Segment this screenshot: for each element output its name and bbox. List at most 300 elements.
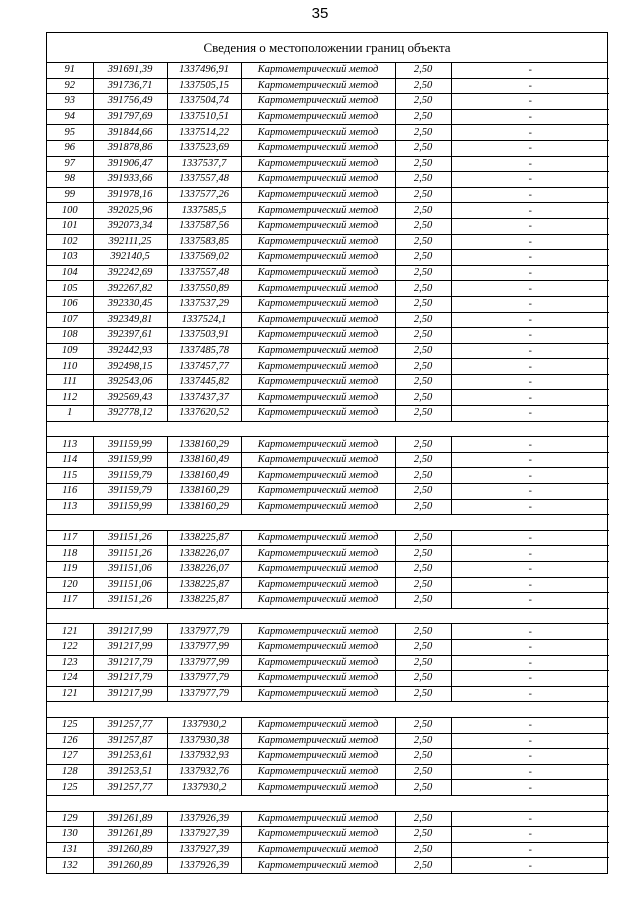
y-coordinate-cell: 1338226,07 xyxy=(167,546,241,562)
method-cell: Картометрический метод xyxy=(241,312,395,328)
separator-cell xyxy=(47,702,609,718)
x-coordinate-cell: 391691,39 xyxy=(93,63,167,78)
method-cell: Картометрический метод xyxy=(241,858,395,873)
method-cell: Картометрический метод xyxy=(241,234,395,250)
method-cell: Картометрический метод xyxy=(241,639,395,655)
method-cell: Картометрический метод xyxy=(241,250,395,266)
point-number-cell: 129 xyxy=(47,811,93,827)
description-cell: - xyxy=(451,733,609,749)
table-row xyxy=(47,530,609,546)
x-coordinate-cell: 391159,79 xyxy=(93,484,167,500)
table-row xyxy=(47,624,609,640)
method-cell: Картометрический метод xyxy=(241,265,395,281)
table-row xyxy=(47,94,609,110)
point-number-cell: 101 xyxy=(47,218,93,234)
point-number-cell: 95 xyxy=(47,125,93,141)
x-coordinate-cell: 391797,69 xyxy=(93,109,167,125)
x-coordinate-cell: 392073,34 xyxy=(93,218,167,234)
table-row xyxy=(47,406,609,422)
y-coordinate-cell: 1337977,99 xyxy=(167,655,241,671)
description-cell: - xyxy=(451,717,609,733)
description-cell: - xyxy=(451,187,609,203)
x-coordinate-cell: 391159,99 xyxy=(93,499,167,515)
x-coordinate-cell: 392025,96 xyxy=(93,203,167,219)
table-row xyxy=(47,187,609,203)
accuracy-cell: 2,50 xyxy=(395,296,451,312)
method-cell: Картометрический метод xyxy=(241,827,395,843)
x-coordinate-cell: 391217,99 xyxy=(93,639,167,655)
point-number-cell: 119 xyxy=(47,562,93,578)
point-number-cell: 103 xyxy=(47,250,93,266)
description-cell: - xyxy=(451,671,609,687)
method-cell: Картометрический метод xyxy=(241,811,395,827)
point-number-cell: 125 xyxy=(47,780,93,796)
table-row xyxy=(47,858,609,873)
y-coordinate-cell: 1337620,52 xyxy=(167,406,241,422)
description-cell: - xyxy=(451,842,609,858)
x-coordinate-cell: 392778,12 xyxy=(93,406,167,422)
y-coordinate-cell: 1337557,48 xyxy=(167,172,241,188)
x-coordinate-cell: 392330,45 xyxy=(93,296,167,312)
point-number-cell: 106 xyxy=(47,296,93,312)
y-coordinate-cell: 1337510,51 xyxy=(167,109,241,125)
accuracy-cell: 2,50 xyxy=(395,764,451,780)
point-number-cell: 121 xyxy=(47,686,93,702)
description-cell: - xyxy=(451,343,609,359)
point-number-cell: 128 xyxy=(47,764,93,780)
y-coordinate-cell: 1337503,91 xyxy=(167,328,241,344)
x-coordinate-cell: 391159,99 xyxy=(93,452,167,468)
x-coordinate-cell: 391257,77 xyxy=(93,717,167,733)
point-number-cell: 109 xyxy=(47,343,93,359)
accuracy-cell: 2,50 xyxy=(395,811,451,827)
page-number: 35 xyxy=(311,5,329,22)
description-cell: - xyxy=(451,312,609,328)
method-cell: Картометрический метод xyxy=(241,78,395,94)
description-cell: - xyxy=(451,764,609,780)
accuracy-cell: 2,50 xyxy=(395,374,451,390)
description-cell: - xyxy=(451,530,609,546)
y-coordinate-cell: 1338160,29 xyxy=(167,499,241,515)
y-coordinate-cell: 1338226,07 xyxy=(167,562,241,578)
accuracy-cell: 2,50 xyxy=(395,94,451,110)
description-cell: - xyxy=(451,811,609,827)
description-cell: - xyxy=(451,281,609,297)
method-cell: Картометрический метод xyxy=(241,156,395,172)
y-coordinate-cell: 1337504,74 xyxy=(167,94,241,110)
accuracy-cell: 2,50 xyxy=(395,655,451,671)
point-number-cell: 114 xyxy=(47,452,93,468)
x-coordinate-cell: 391159,99 xyxy=(93,437,167,453)
coordinates-table-body xyxy=(47,63,609,873)
x-coordinate-cell: 391253,51 xyxy=(93,764,167,780)
point-number-cell: 120 xyxy=(47,577,93,593)
method-cell: Картометрический метод xyxy=(241,499,395,515)
accuracy-cell: 2,50 xyxy=(395,343,451,359)
description-cell: - xyxy=(451,94,609,110)
accuracy-cell: 2,50 xyxy=(395,78,451,94)
method-cell: Картометрический метод xyxy=(241,593,395,609)
y-coordinate-cell: 1337926,39 xyxy=(167,811,241,827)
description-cell: - xyxy=(451,437,609,453)
point-number-cell: 115 xyxy=(47,468,93,484)
y-coordinate-cell: 1337977,79 xyxy=(167,624,241,640)
y-coordinate-cell: 1337587,56 xyxy=(167,218,241,234)
x-coordinate-cell: 392397,61 xyxy=(93,328,167,344)
table-row xyxy=(47,109,609,125)
table-row xyxy=(47,546,609,562)
x-coordinate-cell: 392267,82 xyxy=(93,281,167,297)
accuracy-cell: 2,50 xyxy=(395,780,451,796)
x-coordinate-cell: 391217,79 xyxy=(93,655,167,671)
y-coordinate-cell: 1337977,79 xyxy=(167,686,241,702)
x-coordinate-cell: 392140,5 xyxy=(93,250,167,266)
accuracy-cell: 2,50 xyxy=(395,328,451,344)
table-row xyxy=(47,250,609,266)
description-cell: - xyxy=(451,265,609,281)
method-cell: Картометрический метод xyxy=(241,686,395,702)
y-coordinate-cell: 1337514,22 xyxy=(167,125,241,141)
method-cell: Картометрический метод xyxy=(241,218,395,234)
y-coordinate-cell: 1338225,87 xyxy=(167,577,241,593)
description-cell: - xyxy=(451,125,609,141)
x-coordinate-cell: 391978,16 xyxy=(93,187,167,203)
x-coordinate-cell: 391253,61 xyxy=(93,749,167,765)
accuracy-cell: 2,50 xyxy=(395,562,451,578)
description-cell: - xyxy=(451,639,609,655)
table-row xyxy=(47,203,609,219)
point-number-cell: 92 xyxy=(47,78,93,94)
point-number-cell: 125 xyxy=(47,717,93,733)
point-number-cell: 99 xyxy=(47,187,93,203)
point-number-cell: 108 xyxy=(47,328,93,344)
table-row xyxy=(47,749,609,765)
y-coordinate-cell: 1337577,26 xyxy=(167,187,241,203)
section-separator-row xyxy=(47,515,609,531)
description-cell: - xyxy=(451,390,609,406)
y-coordinate-cell: 1337523,69 xyxy=(167,140,241,156)
point-number-cell: 1 xyxy=(47,406,93,422)
method-cell: Картометрический метод xyxy=(241,452,395,468)
x-coordinate-cell: 391151,26 xyxy=(93,530,167,546)
point-number-cell: 97 xyxy=(47,156,93,172)
point-number-cell: 94 xyxy=(47,109,93,125)
y-coordinate-cell: 1337926,39 xyxy=(167,858,241,873)
accuracy-cell: 2,50 xyxy=(395,717,451,733)
x-coordinate-cell: 391159,79 xyxy=(93,468,167,484)
table-row xyxy=(47,639,609,655)
accuracy-cell: 2,50 xyxy=(395,842,451,858)
point-number-cell: 123 xyxy=(47,655,93,671)
table-row xyxy=(47,156,609,172)
y-coordinate-cell: 1337485,78 xyxy=(167,343,241,359)
separator-cell xyxy=(47,795,609,811)
accuracy-cell: 2,50 xyxy=(395,468,451,484)
x-coordinate-cell: 392242,69 xyxy=(93,265,167,281)
description-cell: - xyxy=(451,593,609,609)
accuracy-cell: 2,50 xyxy=(395,593,451,609)
method-cell: Картометрический метод xyxy=(241,842,395,858)
table-row xyxy=(47,296,609,312)
point-number-cell: 100 xyxy=(47,203,93,219)
point-number-cell: 96 xyxy=(47,140,93,156)
accuracy-cell: 2,50 xyxy=(395,203,451,219)
section-separator-row xyxy=(47,421,609,437)
method-cell: Картометрический метод xyxy=(241,187,395,203)
table-row xyxy=(47,234,609,250)
method-cell: Картометрический метод xyxy=(241,484,395,500)
method-cell: Картометрический метод xyxy=(241,749,395,765)
point-number-cell: 126 xyxy=(47,733,93,749)
separator-cell xyxy=(47,515,609,531)
accuracy-cell: 2,50 xyxy=(395,624,451,640)
accuracy-cell: 2,50 xyxy=(395,156,451,172)
point-number-cell: 124 xyxy=(47,671,93,687)
description-cell: - xyxy=(451,452,609,468)
y-coordinate-cell: 1337930,38 xyxy=(167,733,241,749)
y-coordinate-cell: 1337437,37 xyxy=(167,390,241,406)
table-heading: Сведения о местоположении границ объекта xyxy=(47,33,607,63)
description-cell: - xyxy=(451,156,609,172)
table-row xyxy=(47,733,609,749)
method-cell: Картометрический метод xyxy=(241,172,395,188)
section-separator-row xyxy=(47,702,609,718)
table-row xyxy=(47,717,609,733)
description-cell: - xyxy=(451,499,609,515)
table-row xyxy=(47,281,609,297)
y-coordinate-cell: 1337977,79 xyxy=(167,671,241,687)
accuracy-cell: 2,50 xyxy=(395,671,451,687)
y-coordinate-cell: 1337930,2 xyxy=(167,717,241,733)
separator-cell xyxy=(47,421,609,437)
x-coordinate-cell: 391151,06 xyxy=(93,577,167,593)
accuracy-cell: 2,50 xyxy=(395,125,451,141)
x-coordinate-cell: 391906,47 xyxy=(93,156,167,172)
description-cell: - xyxy=(451,109,609,125)
method-cell: Картометрический метод xyxy=(241,546,395,562)
method-cell: Картометрический метод xyxy=(241,764,395,780)
method-cell: Картометрический метод xyxy=(241,624,395,640)
description-cell: - xyxy=(451,686,609,702)
accuracy-cell: 2,50 xyxy=(395,109,451,125)
point-number-cell: 104 xyxy=(47,265,93,281)
point-number-cell: 132 xyxy=(47,858,93,873)
y-coordinate-cell: 1337977,99 xyxy=(167,639,241,655)
table-row xyxy=(47,265,609,281)
description-cell: - xyxy=(451,218,609,234)
description-cell: - xyxy=(451,296,609,312)
y-coordinate-cell: 1337585,5 xyxy=(167,203,241,219)
y-coordinate-cell: 1337930,2 xyxy=(167,780,241,796)
description-cell: - xyxy=(451,484,609,500)
y-coordinate-cell: 1337932,93 xyxy=(167,749,241,765)
y-coordinate-cell: 1337932,76 xyxy=(167,764,241,780)
point-number-cell: 131 xyxy=(47,842,93,858)
table-row xyxy=(47,499,609,515)
method-cell: Картометрический метод xyxy=(241,577,395,593)
point-number-cell: 118 xyxy=(47,546,93,562)
method-cell: Картометрический метод xyxy=(241,671,395,687)
method-cell: Картометрический метод xyxy=(241,125,395,141)
point-number-cell: 122 xyxy=(47,639,93,655)
accuracy-cell: 2,50 xyxy=(395,140,451,156)
x-coordinate-cell: 391260,89 xyxy=(93,842,167,858)
accuracy-cell: 2,50 xyxy=(395,312,451,328)
point-number-cell: 116 xyxy=(47,484,93,500)
accuracy-cell: 2,50 xyxy=(395,827,451,843)
method-cell: Картометрический метод xyxy=(241,109,395,125)
point-number-cell: 93 xyxy=(47,94,93,110)
description-cell: - xyxy=(451,250,609,266)
point-number-cell: 111 xyxy=(47,374,93,390)
table-row xyxy=(47,780,609,796)
point-number-cell: 121 xyxy=(47,624,93,640)
x-coordinate-cell: 391151,06 xyxy=(93,562,167,578)
table-row xyxy=(47,577,609,593)
x-coordinate-cell: 392111,25 xyxy=(93,234,167,250)
point-number-cell: 110 xyxy=(47,359,93,375)
method-cell: Картометрический метод xyxy=(241,780,395,796)
table-row xyxy=(47,811,609,827)
y-coordinate-cell: 1337569,02 xyxy=(167,250,241,266)
x-coordinate-cell: 392543,06 xyxy=(93,374,167,390)
y-coordinate-cell: 1337927,39 xyxy=(167,842,241,858)
accuracy-cell: 2,50 xyxy=(395,172,451,188)
accuracy-cell: 2,50 xyxy=(395,452,451,468)
accuracy-cell: 2,50 xyxy=(395,499,451,515)
table-row xyxy=(47,827,609,843)
y-coordinate-cell: 1338225,87 xyxy=(167,593,241,609)
table-row xyxy=(47,343,609,359)
section-separator-row xyxy=(47,608,609,624)
point-number-cell: 117 xyxy=(47,593,93,609)
method-cell: Картометрический метод xyxy=(241,94,395,110)
y-coordinate-cell: 1337496,91 xyxy=(167,63,241,78)
accuracy-cell: 2,50 xyxy=(395,749,451,765)
y-coordinate-cell: 1338160,29 xyxy=(167,484,241,500)
point-number-cell: 107 xyxy=(47,312,93,328)
y-coordinate-cell: 1337583,85 xyxy=(167,234,241,250)
method-cell: Картометрический метод xyxy=(241,140,395,156)
description-cell: - xyxy=(451,234,609,250)
description-cell: - xyxy=(451,655,609,671)
section-separator-row xyxy=(47,795,609,811)
description-cell: - xyxy=(451,858,609,873)
method-cell: Картометрический метод xyxy=(241,328,395,344)
y-coordinate-cell: 1338225,87 xyxy=(167,530,241,546)
table-row xyxy=(47,562,609,578)
accuracy-cell: 2,50 xyxy=(395,265,451,281)
accuracy-cell: 2,50 xyxy=(395,546,451,562)
description-cell: - xyxy=(451,374,609,390)
x-coordinate-cell: 391217,99 xyxy=(93,624,167,640)
table-row xyxy=(47,374,609,390)
accuracy-cell: 2,50 xyxy=(395,530,451,546)
boundary-table-sheet xyxy=(46,32,608,874)
description-cell: - xyxy=(451,78,609,94)
description-cell: - xyxy=(451,406,609,422)
accuracy-cell: 2,50 xyxy=(395,234,451,250)
accuracy-cell: 2,50 xyxy=(395,484,451,500)
description-cell: - xyxy=(451,328,609,344)
table-row xyxy=(47,78,609,94)
description-cell: - xyxy=(451,562,609,578)
point-number-cell: 112 xyxy=(47,390,93,406)
table-row xyxy=(47,63,609,78)
table-row xyxy=(47,218,609,234)
table-row xyxy=(47,593,609,609)
accuracy-cell: 2,50 xyxy=(395,390,451,406)
description-cell: - xyxy=(451,172,609,188)
table-row xyxy=(47,686,609,702)
accuracy-cell: 2,50 xyxy=(395,63,451,78)
point-number-cell: 91 xyxy=(47,63,93,78)
method-cell: Картометрический метод xyxy=(241,437,395,453)
y-coordinate-cell: 1337927,39 xyxy=(167,827,241,843)
table-row xyxy=(47,655,609,671)
accuracy-cell: 2,50 xyxy=(395,686,451,702)
description-cell: - xyxy=(451,468,609,484)
method-cell: Картометрический метод xyxy=(241,733,395,749)
x-coordinate-cell: 391261,89 xyxy=(93,811,167,827)
x-coordinate-cell: 391261,89 xyxy=(93,827,167,843)
accuracy-cell: 2,50 xyxy=(395,359,451,375)
y-coordinate-cell: 1337445,82 xyxy=(167,374,241,390)
x-coordinate-cell: 391217,99 xyxy=(93,686,167,702)
description-cell: - xyxy=(451,546,609,562)
accuracy-cell: 2,50 xyxy=(395,187,451,203)
table-row xyxy=(47,328,609,344)
table-row xyxy=(47,172,609,188)
y-coordinate-cell: 1337524,1 xyxy=(167,312,241,328)
x-coordinate-cell: 391844,66 xyxy=(93,125,167,141)
description-cell: - xyxy=(451,359,609,375)
y-coordinate-cell: 1338160,49 xyxy=(167,452,241,468)
method-cell: Картометрический метод xyxy=(241,390,395,406)
point-number-cell: 98 xyxy=(47,172,93,188)
table-row xyxy=(47,125,609,141)
point-number-cell: 105 xyxy=(47,281,93,297)
method-cell: Картометрический метод xyxy=(241,406,395,422)
description-cell: - xyxy=(451,140,609,156)
description-cell: - xyxy=(451,624,609,640)
method-cell: Картометрический метод xyxy=(241,374,395,390)
point-number-cell: 117 xyxy=(47,530,93,546)
description-cell: - xyxy=(451,63,609,78)
method-cell: Картометрический метод xyxy=(241,655,395,671)
accuracy-cell: 2,50 xyxy=(395,639,451,655)
x-coordinate-cell: 391151,26 xyxy=(93,546,167,562)
accuracy-cell: 2,50 xyxy=(395,406,451,422)
accuracy-cell: 2,50 xyxy=(395,437,451,453)
accuracy-cell: 2,50 xyxy=(395,577,451,593)
point-number-cell: 130 xyxy=(47,827,93,843)
table-row xyxy=(47,764,609,780)
table-row xyxy=(47,671,609,687)
x-coordinate-cell: 391736,71 xyxy=(93,78,167,94)
method-cell: Картометрический метод xyxy=(241,63,395,78)
x-coordinate-cell: 391933,66 xyxy=(93,172,167,188)
x-coordinate-cell: 392442,93 xyxy=(93,343,167,359)
x-coordinate-cell: 391151,26 xyxy=(93,593,167,609)
x-coordinate-cell: 391260,89 xyxy=(93,858,167,873)
y-coordinate-cell: 1337557,48 xyxy=(167,265,241,281)
method-cell: Картометрический метод xyxy=(241,717,395,733)
x-coordinate-cell: 391878,86 xyxy=(93,140,167,156)
x-coordinate-cell: 391756,49 xyxy=(93,94,167,110)
coordinates-table xyxy=(47,63,609,873)
table-row xyxy=(47,468,609,484)
